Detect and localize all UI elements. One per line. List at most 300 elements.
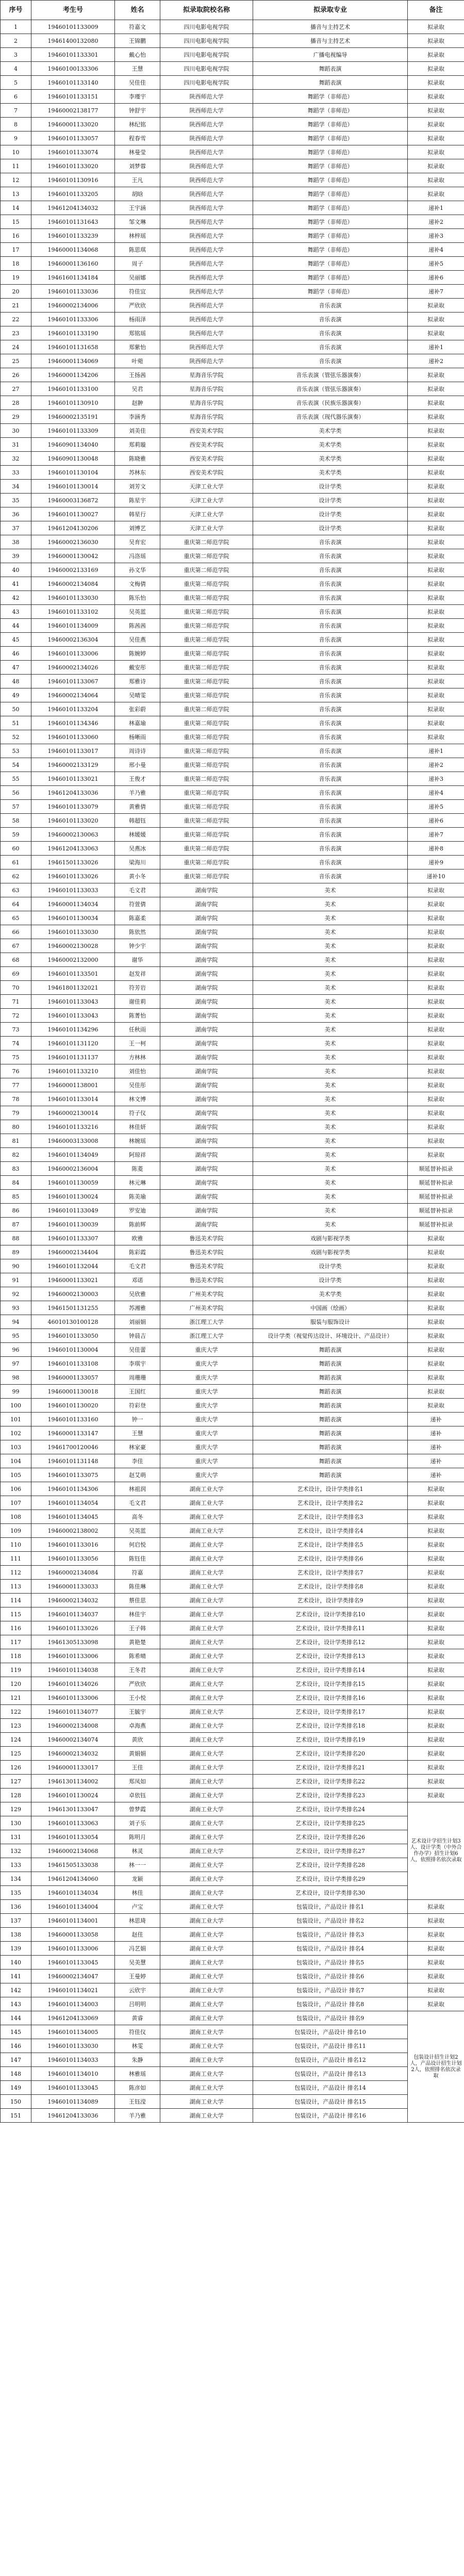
cell-major: 音乐表演 xyxy=(253,758,408,772)
cell-major: 美术 xyxy=(253,897,408,911)
cell-index: 128 xyxy=(1,1789,31,1802)
cell-index: 123 xyxy=(1,1719,31,1733)
cell-exam-id: 19460101133016 xyxy=(31,1538,115,1552)
cell-exam-id: 19460002136030 xyxy=(31,535,115,549)
table-row xyxy=(1,953,464,967)
cell-school: 湖南工业大学 xyxy=(160,1677,253,1691)
cell-name: 周珊珊 xyxy=(115,1371,160,1385)
cell-remark: 拟录取 xyxy=(408,1970,464,1983)
cell-exam-id: 19460101131658 xyxy=(31,340,115,354)
cell-exam-id: 19460101133216 xyxy=(31,1120,115,1134)
table-row xyxy=(1,1413,464,1426)
cell-index: 147 xyxy=(1,2053,31,2067)
cell-index: 117 xyxy=(1,1635,31,1649)
cell-exam-id: 19460001138001 xyxy=(31,1078,115,1092)
cell-index: 30 xyxy=(1,424,31,438)
cell-exam-id: 19460101134003 xyxy=(31,1997,115,2011)
table-row xyxy=(1,995,464,1009)
cell-major: 艺术设计，设计学类排名10 xyxy=(253,1607,408,1621)
cell-index: 36 xyxy=(1,507,31,521)
cell-index: 105 xyxy=(1,1468,31,1482)
cell-index: 3 xyxy=(1,48,31,62)
cell-index: 10 xyxy=(1,145,31,159)
cell-exam-id: 19460101134054 xyxy=(31,1496,115,1510)
cell-major: 舞蹈学（非师范） xyxy=(253,201,408,215)
cell-index: 11 xyxy=(1,159,31,173)
cell-school: 湖南学院 xyxy=(160,995,253,1009)
cell-exam-id: 19460101133020 xyxy=(31,814,115,828)
cell-exam-id: 19460002132000 xyxy=(31,953,115,967)
table-row xyxy=(1,354,464,368)
cell-name: 钟舒宇 xyxy=(115,104,160,118)
cell-name: 林佳宇 xyxy=(115,1607,160,1621)
table-row xyxy=(1,1287,464,1301)
cell-school: 四川电影电视学院 xyxy=(160,20,253,34)
cell-exam-id: 19460101133043 xyxy=(31,1009,115,1023)
cell-index: 133 xyxy=(1,1858,31,1872)
cell-index: 121 xyxy=(1,1691,31,1705)
cell-remark: 拟录取 xyxy=(408,90,464,104)
cell-school: 重庆第二师范学院 xyxy=(160,814,253,828)
cell-index: 2 xyxy=(1,34,31,48)
cell-major: 音乐表演 xyxy=(253,326,408,340)
table-row xyxy=(1,1705,464,1719)
cell-remark: 递补8 xyxy=(408,842,464,856)
cell-index: 95 xyxy=(1,1329,31,1343)
cell-index: 103 xyxy=(1,1440,31,1454)
cell-remark: 拟录取 xyxy=(408,647,464,661)
cell-major: 舞蹈表演 xyxy=(253,1454,408,1468)
cell-exam-id: 19461601134184 xyxy=(31,271,115,285)
cell-major: 舞蹈学（非师范） xyxy=(253,257,408,271)
cell-major: 艺术设计，设计学类排名24 xyxy=(253,1802,408,1816)
cell-exam-id: 19461204130206 xyxy=(31,521,115,535)
cell-remark: 拟录取 xyxy=(408,424,464,438)
cell-exam-id: 19460002134006 xyxy=(31,299,115,313)
cell-index: 145 xyxy=(1,2025,31,2039)
cell-index: 122 xyxy=(1,1705,31,1719)
cell-index: 31 xyxy=(1,438,31,452)
cell-name: 任秋雨 xyxy=(115,1023,160,1037)
table-row xyxy=(1,800,464,814)
cell-exam-id: 19460101133100 xyxy=(31,382,115,396)
table-row xyxy=(1,480,464,494)
cell-major: 舞蹈表演 xyxy=(253,1357,408,1371)
table-row xyxy=(1,368,464,382)
cell-index: 46 xyxy=(1,647,31,661)
table-row xyxy=(1,1997,464,2011)
cell-name: 云欣宇 xyxy=(115,1983,160,1997)
cell-index: 49 xyxy=(1,688,31,702)
cell-exam-id: 19460101133301 xyxy=(31,48,115,62)
cell-major: 音乐表演 xyxy=(253,702,408,716)
table-row xyxy=(1,2067,464,2081)
cell-index: 29 xyxy=(1,410,31,424)
cell-school: 重庆第二师范学院 xyxy=(160,619,253,633)
cell-school: 湖南工业大学 xyxy=(160,1747,253,1761)
cell-school: 陕西师范大学 xyxy=(160,271,253,285)
cell-major: 舞蹈表演 xyxy=(253,1399,408,1413)
cell-index: 40 xyxy=(1,563,31,577)
cell-exam-id: 19460101133190 xyxy=(31,326,115,340)
header-exam-id: 考生号 xyxy=(31,1,115,20)
cell-exam-id: 19460001133021 xyxy=(31,1273,115,1287)
table-row xyxy=(1,1872,464,1886)
cell-index: 27 xyxy=(1,382,31,396)
cell-exam-id: 19460101131120 xyxy=(31,1037,115,1051)
table-row xyxy=(1,1594,464,1607)
cell-index: 63 xyxy=(1,883,31,897)
cell-index: 6 xyxy=(1,90,31,104)
cell-exam-id: 19460002134064 xyxy=(31,688,115,702)
cell-remark: 拟录取 xyxy=(408,145,464,159)
cell-name: 吴佳佳 xyxy=(115,76,160,90)
header-major: 拟录取专业 xyxy=(253,1,408,20)
cell-name: 叶菀 xyxy=(115,354,160,368)
cell-school: 西安美术学院 xyxy=(160,438,253,452)
table-row xyxy=(1,1009,464,1023)
cell-exam-id: 19460101133309 xyxy=(31,424,115,438)
table-row xyxy=(1,215,464,229)
table-row xyxy=(1,1663,464,1677)
cell-school: 重庆大学 xyxy=(160,1385,253,1399)
cell-major: 艺术设计，设计学类排名5 xyxy=(253,1538,408,1552)
cell-major: 音乐表演（现代器乐演奏） xyxy=(253,410,408,424)
cell-major: 美术学类 xyxy=(253,1287,408,1301)
table-row xyxy=(1,1259,464,1273)
table-row xyxy=(1,1426,464,1440)
table-row xyxy=(1,382,464,396)
table-row xyxy=(1,1900,464,1914)
cell-remark: 递补4 xyxy=(408,786,464,800)
table-row xyxy=(1,20,464,34)
cell-school: 湖南工业大学 xyxy=(160,1649,253,1663)
cell-remark: 递补2 xyxy=(408,354,464,368)
table-row xyxy=(1,1607,464,1621)
cell-name: 林一一 xyxy=(115,1858,160,1872)
cell-exam-id: 19460101134010 xyxy=(31,2067,115,2081)
cell-major: 艺术设计，设计学类排名26 xyxy=(253,1830,408,1844)
cell-school: 重庆第二师范学院 xyxy=(160,786,253,800)
cell-major: 艺术设计，设计学类排名4 xyxy=(253,1524,408,1538)
cell-index: 84 xyxy=(1,1176,31,1190)
cell-major: 舞蹈学（非师范） xyxy=(253,132,408,145)
cell-remark: 拟录取 xyxy=(408,883,464,897)
cell-exam-id: 19460101130916 xyxy=(31,173,115,187)
cell-school: 陕西师范大学 xyxy=(160,243,253,257)
cell-school: 重庆大学 xyxy=(160,1426,253,1440)
cell-remark: 递补1 xyxy=(408,744,464,758)
cell-school: 重庆大学 xyxy=(160,1413,253,1426)
table-row xyxy=(1,201,464,215)
cell-major: 音乐表演 xyxy=(253,535,408,549)
table-row xyxy=(1,285,464,299)
cell-major: 音乐表演 xyxy=(253,605,408,619)
cell-exam-id: 19460101133045 xyxy=(31,1956,115,1970)
cell-school: 重庆第二师范学院 xyxy=(160,591,253,605)
cell-major: 美术 xyxy=(253,1009,408,1023)
cell-major: 艺术设计，设计学类排名12 xyxy=(253,1635,408,1649)
cell-school: 湖南工业大学 xyxy=(160,1482,253,1496)
cell-major: 美术 xyxy=(253,1078,408,1092)
cell-school: 鲁迅美术学院 xyxy=(160,1245,253,1259)
cell-school: 鲁迅美术学院 xyxy=(160,1232,253,1245)
cell-name: 符佳宜 xyxy=(115,285,160,299)
cell-name: 阿琼祥 xyxy=(115,1148,160,1162)
cell-school: 湖南学院 xyxy=(160,1148,253,1162)
cell-school: 湖南工业大学 xyxy=(160,1663,253,1677)
cell-remark: 拟录取 xyxy=(408,1566,464,1580)
cell-major: 美术 xyxy=(253,1023,408,1037)
cell-exam-id: 19461204133069 xyxy=(31,2011,115,2025)
cell-index: 146 xyxy=(1,2039,31,2053)
cell-name: 吴佳彤 xyxy=(115,1078,160,1092)
cell-name: 戴心怡 xyxy=(115,48,160,62)
cell-index: 7 xyxy=(1,104,31,118)
cell-index: 5 xyxy=(1,76,31,90)
table-body xyxy=(1,20,464,2123)
cell-remark: 拟录取 xyxy=(408,633,464,647)
cell-school: 四川电影电视学院 xyxy=(160,62,253,76)
cell-index: 68 xyxy=(1,953,31,967)
cell-index: 141 xyxy=(1,1970,31,1983)
table-row xyxy=(1,1357,464,1371)
cell-exam-id: 19460101134026 xyxy=(31,1677,115,1691)
cell-school: 重庆第二师范学院 xyxy=(160,535,253,549)
table-row xyxy=(1,1649,464,1663)
cell-major: 音乐表演 xyxy=(253,688,408,702)
cell-remark: 递补10 xyxy=(408,869,464,883)
cell-school: 湖南工业大学 xyxy=(160,1538,253,1552)
table-row xyxy=(1,869,464,883)
table-row xyxy=(1,1566,464,1580)
cell-name: 曾梦霞 xyxy=(115,1802,160,1816)
cell-name: 王宇涵 xyxy=(115,201,160,215)
cell-school: 湖南学院 xyxy=(160,1106,253,1120)
cell-index: 42 xyxy=(1,591,31,605)
cell-school: 湖南学院 xyxy=(160,911,253,925)
cell-name: 冯艺娟 xyxy=(115,1942,160,1956)
cell-school: 四川电影电视学院 xyxy=(160,34,253,48)
table-row xyxy=(1,1538,464,1552)
cell-index: 88 xyxy=(1,1232,31,1245)
cell-name: 林思琦 xyxy=(115,1914,160,1928)
cell-remark: 拟录取 xyxy=(408,187,464,201)
cell-remark: 递补7 xyxy=(408,828,464,842)
table-row xyxy=(1,1232,464,1245)
cell-remark: 拟录取 xyxy=(408,1092,464,1106)
cell-major: 艺术设计，设计学类排名14 xyxy=(253,1663,408,1677)
cell-index: 47 xyxy=(1,661,31,675)
cell-school: 陕西师范大学 xyxy=(160,132,253,145)
table-row xyxy=(1,1162,464,1176)
cell-exam-id: 19460101134021 xyxy=(31,1983,115,1997)
cell-exam-id: 19460002134026 xyxy=(31,661,115,675)
cell-name: 赵艾萌 xyxy=(115,1468,160,1482)
cell-remark: 递补3 xyxy=(408,229,464,243)
table-row xyxy=(1,271,464,285)
cell-major: 艺术设计，设计学类排名29 xyxy=(253,1872,408,1886)
cell-name: 陈依然 xyxy=(115,925,160,939)
cell-major: 舞蹈表演 xyxy=(253,1343,408,1357)
cell-school: 湖南工业大学 xyxy=(160,1621,253,1635)
cell-name: 林灵 xyxy=(115,1844,160,1858)
table-row xyxy=(1,1148,464,1162)
cell-index: 8 xyxy=(1,118,31,132)
cell-exam-id: 19460101133033 xyxy=(31,883,115,897)
cell-index: 90 xyxy=(1,1259,31,1273)
cell-major: 美术学类 xyxy=(253,466,408,480)
table-row xyxy=(1,521,464,535)
cell-exam-id: 19460101133079 xyxy=(31,800,115,814)
cell-index: 131 xyxy=(1,1830,31,1844)
cell-index: 73 xyxy=(1,1023,31,1037)
cell-index: 16 xyxy=(1,229,31,243)
table-row xyxy=(1,340,464,354)
cell-name: 胡晗 xyxy=(115,187,160,201)
cell-name: 林雅瑶 xyxy=(115,2067,160,2081)
cell-index: 39 xyxy=(1,549,31,563)
table-row xyxy=(1,2095,464,2109)
cell-remark: 拟录取 xyxy=(408,688,464,702)
cell-exam-id: 19460002130003 xyxy=(31,1287,115,1301)
cell-exam-id: 19460101130024 xyxy=(31,1190,115,1204)
cell-major: 美术 xyxy=(253,1190,408,1204)
cell-index: 55 xyxy=(1,772,31,786)
cell-major: 美术 xyxy=(253,925,408,939)
cell-remark: 递补4 xyxy=(408,243,464,257)
table-row xyxy=(1,661,464,675)
cell-remark: 拟录取 xyxy=(408,1120,464,1134)
table-row xyxy=(1,1719,464,1733)
cell-remark: 递补6 xyxy=(408,814,464,828)
cell-name: 王一柯 xyxy=(115,1037,160,1051)
cell-major: 美术 xyxy=(253,1106,408,1120)
cell-name: 钟一 xyxy=(115,1413,160,1426)
cell-name: 杨晰雨 xyxy=(115,730,160,744)
cell-exam-id: 19460101133140 xyxy=(31,76,115,90)
cell-major: 音乐表演 xyxy=(253,800,408,814)
cell-school: 重庆第二师范学院 xyxy=(160,730,253,744)
cell-index: 144 xyxy=(1,2011,31,2025)
table-row xyxy=(1,563,464,577)
cell-name: 陈菁怡 xyxy=(115,1009,160,1023)
cell-name: 吴丽娜 xyxy=(115,271,160,285)
cell-school: 湖南工业大学 xyxy=(160,1719,253,1733)
cell-major: 音乐表演 xyxy=(253,675,408,688)
cell-remark: 拟录取 xyxy=(408,661,464,675)
cell-school: 湖南学院 xyxy=(160,981,253,995)
cell-major: 包装设计，产品设计 排名16 xyxy=(253,2109,408,2123)
table-row xyxy=(1,1343,464,1357)
table-row xyxy=(1,2011,464,2025)
cell-remark: 拟录取 xyxy=(408,438,464,452)
table-row xyxy=(1,1092,464,1106)
cell-index: 125 xyxy=(1,1747,31,1761)
table-row xyxy=(1,1190,464,1204)
cell-index: 149 xyxy=(1,2081,31,2095)
cell-exam-id: 19460101134346 xyxy=(31,716,115,730)
cell-index: 151 xyxy=(1,2109,31,2123)
cell-name: 李涵秀 xyxy=(115,410,160,424)
cell-name: 符芳岩 xyxy=(115,981,160,995)
cell-remark: 拟录取 xyxy=(408,466,464,480)
cell-remark: 拟录取 xyxy=(408,1733,464,1747)
cell-index: 4 xyxy=(1,62,31,76)
cell-school: 重庆大学 xyxy=(160,1371,253,1385)
cell-remark: 拟录取 xyxy=(408,1691,464,1705)
cell-major: 舞蹈学（非师范） xyxy=(253,173,408,187)
cell-remark: 拟录取 xyxy=(408,382,464,396)
cell-major: 艺术设计，设计学类排名3 xyxy=(253,1510,408,1524)
cell-exam-id: 19460001134069 xyxy=(31,354,115,368)
cell-exam-id: 19460002134074 xyxy=(31,1733,115,1747)
cell-school: 湖南学院 xyxy=(160,897,253,911)
cell-remark: 拟录取 xyxy=(408,1385,464,1399)
table-row xyxy=(1,507,464,521)
cell-remark: 拟录取 xyxy=(408,118,464,132)
cell-index: 113 xyxy=(1,1580,31,1594)
cell-major: 音乐表演 xyxy=(253,299,408,313)
cell-index: 106 xyxy=(1,1482,31,1496)
cell-exam-id: 19461501131255 xyxy=(31,1301,115,1315)
table-row xyxy=(1,619,464,633)
cell-school: 湖南工业大学 xyxy=(160,1914,253,1928)
cell-school: 湖南工业大学 xyxy=(160,1705,253,1719)
cell-exam-id: 19460101133063 xyxy=(31,1816,115,1830)
cell-exam-id: 19460101133021 xyxy=(31,772,115,786)
cell-remark: 拟录取 xyxy=(408,1357,464,1371)
table-row xyxy=(1,549,464,563)
cell-index: 77 xyxy=(1,1078,31,1092)
cell-exam-id: 19460101133006 xyxy=(31,647,115,661)
cell-exam-id: 19460101130059 xyxy=(31,1176,115,1190)
cell-index: 69 xyxy=(1,967,31,981)
cell-major: 艺术设计，设计学类排名6 xyxy=(253,1552,408,1566)
cell-index: 127 xyxy=(1,1775,31,1789)
table-row xyxy=(1,2081,464,2095)
cell-major: 艺术设计，设计学类排名22 xyxy=(253,1775,408,1789)
cell-name: 黄欣 xyxy=(115,1733,160,1747)
cell-remark: 拟录取 xyxy=(408,1607,464,1621)
table-row xyxy=(1,730,464,744)
table-row xyxy=(1,1037,464,1051)
cell-name: 冯洛瑶 xyxy=(115,549,160,563)
cell-major: 包装设计，产品设计 排名6 xyxy=(253,1970,408,1983)
cell-name: 陈佳琳 xyxy=(115,1580,160,1594)
cell-name: 郑铭瑶 xyxy=(115,326,160,340)
cell-name: 王子韩 xyxy=(115,1621,160,1635)
cell-remark: 拟录取 xyxy=(408,605,464,619)
cell-name: 王毓宇 xyxy=(115,1705,160,1719)
cell-name: 文梅倩 xyxy=(115,577,160,591)
cell-index: 126 xyxy=(1,1761,31,1775)
cell-exam-id: 19461301134002 xyxy=(31,1775,115,1789)
cell-school: 重庆大学 xyxy=(160,1468,253,1482)
cell-index: 71 xyxy=(1,995,31,1009)
cell-major: 播音与主持艺术 xyxy=(253,34,408,48)
cell-exam-id: 19460001133057 xyxy=(31,1371,115,1385)
cell-index: 33 xyxy=(1,466,31,480)
cell-school: 湖南工业大学 xyxy=(160,2109,253,2123)
cell-remark: 拟录取 xyxy=(408,76,464,90)
cell-major: 美术 xyxy=(253,953,408,967)
cell-name: 邹文琳 xyxy=(115,215,160,229)
cell-exam-id: 19460901134040 xyxy=(31,438,115,452)
cell-name: 陈美瑜 xyxy=(115,1190,160,1204)
cell-name: 王锦鹏 xyxy=(115,34,160,48)
cell-name: 黄雅倩 xyxy=(115,800,160,814)
